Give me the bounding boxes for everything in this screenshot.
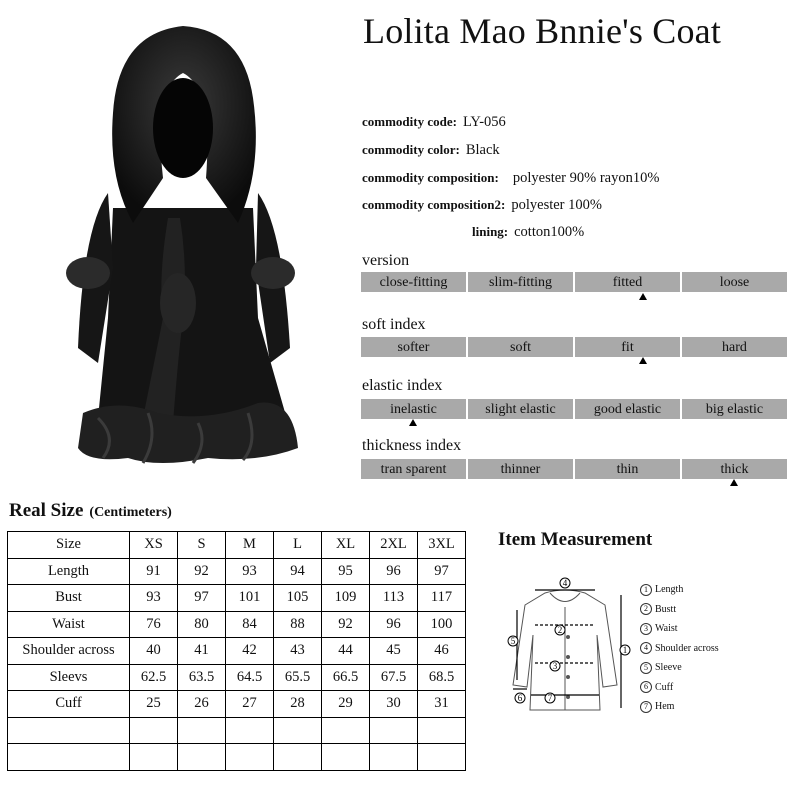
table-cell: 97 (418, 558, 466, 585)
soft-option: softer (361, 337, 466, 357)
table-cell (274, 717, 322, 744)
elastic-bar (361, 399, 788, 419)
table-cell: 42 (226, 638, 274, 665)
real-size-unit: (Centimeters) (89, 505, 172, 520)
table-header-cell: 3XL (418, 532, 466, 559)
measurement-legend (640, 580, 719, 717)
item-measurement-title: Item Measurement (498, 529, 653, 550)
soft-option: fit (575, 337, 680, 357)
legend-label: Bustt (655, 603, 677, 615)
table-cell (322, 744, 370, 771)
legend-number: 6 (640, 681, 652, 693)
legend-item (640, 658, 719, 678)
table-cell: 94 (274, 558, 322, 585)
table-cell: 113 (370, 585, 418, 612)
table-cell (130, 717, 178, 744)
diagram-label-6: 6 (517, 693, 523, 703)
table-cell: 67.5 (370, 664, 418, 691)
soft-marker (639, 357, 647, 364)
table-cell: 96 (370, 611, 418, 638)
table-header-cell: 2XL (370, 532, 418, 559)
table-cell: Waist (8, 611, 130, 638)
spec-composition2 (362, 197, 602, 214)
elastic-title: elastic index (362, 377, 443, 394)
table-cell (418, 744, 466, 771)
table-cell: Cuff (8, 691, 130, 718)
product-photo (58, 18, 308, 480)
version-option: loose (682, 272, 787, 292)
elastic-option: slight elastic (468, 399, 573, 419)
legend-number: 5 (640, 662, 652, 674)
legend-label: Waist (655, 623, 678, 634)
legend-item (640, 678, 719, 698)
table-row (8, 585, 466, 612)
legend-number: 1 (640, 584, 652, 596)
spec-composition (362, 170, 659, 187)
elastic-marker (409, 419, 417, 426)
table-cell (370, 717, 418, 744)
table-cell: 101 (226, 585, 274, 612)
version-title: version (362, 252, 410, 269)
coat-diagram (505, 575, 635, 715)
table-cell: 84 (226, 611, 274, 638)
table-cell: 29 (322, 691, 370, 718)
table-cell: 92 (178, 558, 226, 585)
legend-item (640, 697, 719, 717)
legend-item (640, 600, 719, 620)
soft-option: hard (682, 337, 787, 357)
legend-label: Sleeve (655, 662, 682, 673)
table-cell: 27 (226, 691, 274, 718)
soft-title: soft index (362, 316, 426, 333)
table-cell: 26 (178, 691, 226, 718)
table-cell: 62.5 (130, 664, 178, 691)
version-option: fitted (575, 272, 680, 292)
table-cell: 45 (370, 638, 418, 665)
legend-item (640, 639, 719, 659)
spec-composition-label: commodity composition: (362, 170, 499, 185)
table-cell: 41 (178, 638, 226, 665)
table-cell (370, 744, 418, 771)
table-cell (418, 717, 466, 744)
table-cell: 46 (418, 638, 466, 665)
table-cell: 88 (274, 611, 322, 638)
table-cell: 66.5 (322, 664, 370, 691)
table-cell: Sleevs (8, 664, 130, 691)
table-cell: 65.5 (274, 664, 322, 691)
table-cell: 44 (322, 638, 370, 665)
spec-code (362, 114, 506, 131)
table-header-cell: Size (8, 532, 130, 559)
legend-number: 4 (640, 642, 652, 654)
legend-label: Hem (655, 701, 675, 712)
diagram-label-1: 1 (622, 645, 628, 655)
table-cell: 80 (178, 611, 226, 638)
table-cell: 96 (370, 558, 418, 585)
spec-composition-value: polyester 90% rayon10% (512, 170, 660, 186)
table-row (8, 744, 466, 771)
table-cell (8, 717, 130, 744)
legend-number: 7 (640, 701, 652, 713)
table-cell: 31 (418, 691, 466, 718)
table-cell: 68.5 (418, 664, 466, 691)
diagram-label-3: 3 (552, 661, 558, 671)
table-cell: 25 (130, 691, 178, 718)
table-cell: 76 (130, 611, 178, 638)
legend-item (640, 580, 719, 600)
elastic-option: inelastic (361, 399, 466, 419)
table-header-cell: L (274, 532, 322, 559)
version-marker (639, 293, 647, 300)
legend-label: Cuff (655, 681, 674, 693)
table-header-cell: XL (322, 532, 370, 559)
version-option: slim-fitting (468, 272, 573, 292)
version-bar (361, 272, 788, 292)
legend-item (640, 619, 719, 639)
spec-color-value: Black (465, 142, 500, 158)
table-header-cell: S (178, 532, 226, 559)
table-cell (8, 744, 130, 771)
soft-bar (361, 337, 788, 357)
spec-lining (472, 224, 584, 241)
table-row (8, 611, 466, 638)
table-cell (322, 717, 370, 744)
spec-code-value: LY-056 (462, 114, 506, 130)
legend-number: 3 (640, 623, 652, 635)
table-cell: 43 (274, 638, 322, 665)
table-cell: 91 (130, 558, 178, 585)
table-cell (178, 744, 226, 771)
table-cell (274, 744, 322, 771)
table-cell: 40 (130, 638, 178, 665)
table-row (8, 558, 466, 585)
spec-composition2-value: polyester 100% (511, 197, 602, 213)
table-row (8, 664, 466, 691)
spec-composition2-label: commodity composition2: (362, 197, 506, 212)
table-header-cell: XS (130, 532, 178, 559)
spec-color-label: commodity color: (362, 142, 460, 157)
table-cell (178, 717, 226, 744)
spec-color (362, 142, 500, 159)
thickness-option: thick (682, 459, 787, 479)
table-cell: 93 (226, 558, 274, 585)
table-cell (130, 744, 178, 771)
soft-option: soft (468, 337, 573, 357)
size-table (7, 531, 466, 771)
table-cell: 30 (370, 691, 418, 718)
table-cell: 92 (322, 611, 370, 638)
table-cell: 64.5 (226, 664, 274, 691)
diagram-label-2: 2 (557, 625, 563, 635)
table-cell: Length (8, 558, 130, 585)
spec-code-label: commodity code: (362, 114, 457, 129)
version-option: close-fitting (361, 272, 466, 292)
thickness-option: thinner (468, 459, 573, 479)
table-row (8, 638, 466, 665)
spec-lining-value: cotton100% (514, 224, 585, 240)
table-cell (226, 744, 274, 771)
page-title: Lolita Mao Bnnie's Coat (363, 11, 722, 51)
thickness-marker (730, 479, 738, 486)
elastic-option: good elastic (575, 399, 680, 419)
diagram-label-5: 5 (510, 636, 516, 646)
thickness-option: thin (575, 459, 680, 479)
legend-number: 2 (640, 603, 652, 615)
table-row (8, 717, 466, 744)
table-cell: Shoulder across (8, 638, 130, 665)
real-size-heading: Real Size (9, 500, 84, 521)
table-cell: Bust (8, 585, 130, 612)
table-cell: 117 (418, 585, 466, 612)
table-cell: 95 (322, 558, 370, 585)
table-cell: 93 (130, 585, 178, 612)
table-cell: 97 (178, 585, 226, 612)
table-cell: 105 (274, 585, 322, 612)
table-cell: 63.5 (178, 664, 226, 691)
table-header-row (8, 532, 466, 559)
diagram-label-7: 7 (547, 693, 553, 703)
table-row (8, 691, 466, 718)
table-cell: 109 (322, 585, 370, 612)
elastic-option: big elastic (682, 399, 787, 419)
table-header-cell: M (226, 532, 274, 559)
table-cell (226, 717, 274, 744)
legend-label: Length (655, 584, 684, 595)
thickness-bar (361, 459, 788, 479)
diagram-label-4: 4 (562, 578, 568, 588)
table-cell: 100 (418, 611, 466, 638)
real-size-title (9, 500, 172, 522)
table-cell: 28 (274, 691, 322, 718)
legend-label: Shoulder across (655, 642, 719, 654)
spec-lining-label: lining: (472, 224, 509, 239)
thickness-title: thickness index (362, 437, 462, 454)
thickness-option: tran sparent (361, 459, 466, 479)
